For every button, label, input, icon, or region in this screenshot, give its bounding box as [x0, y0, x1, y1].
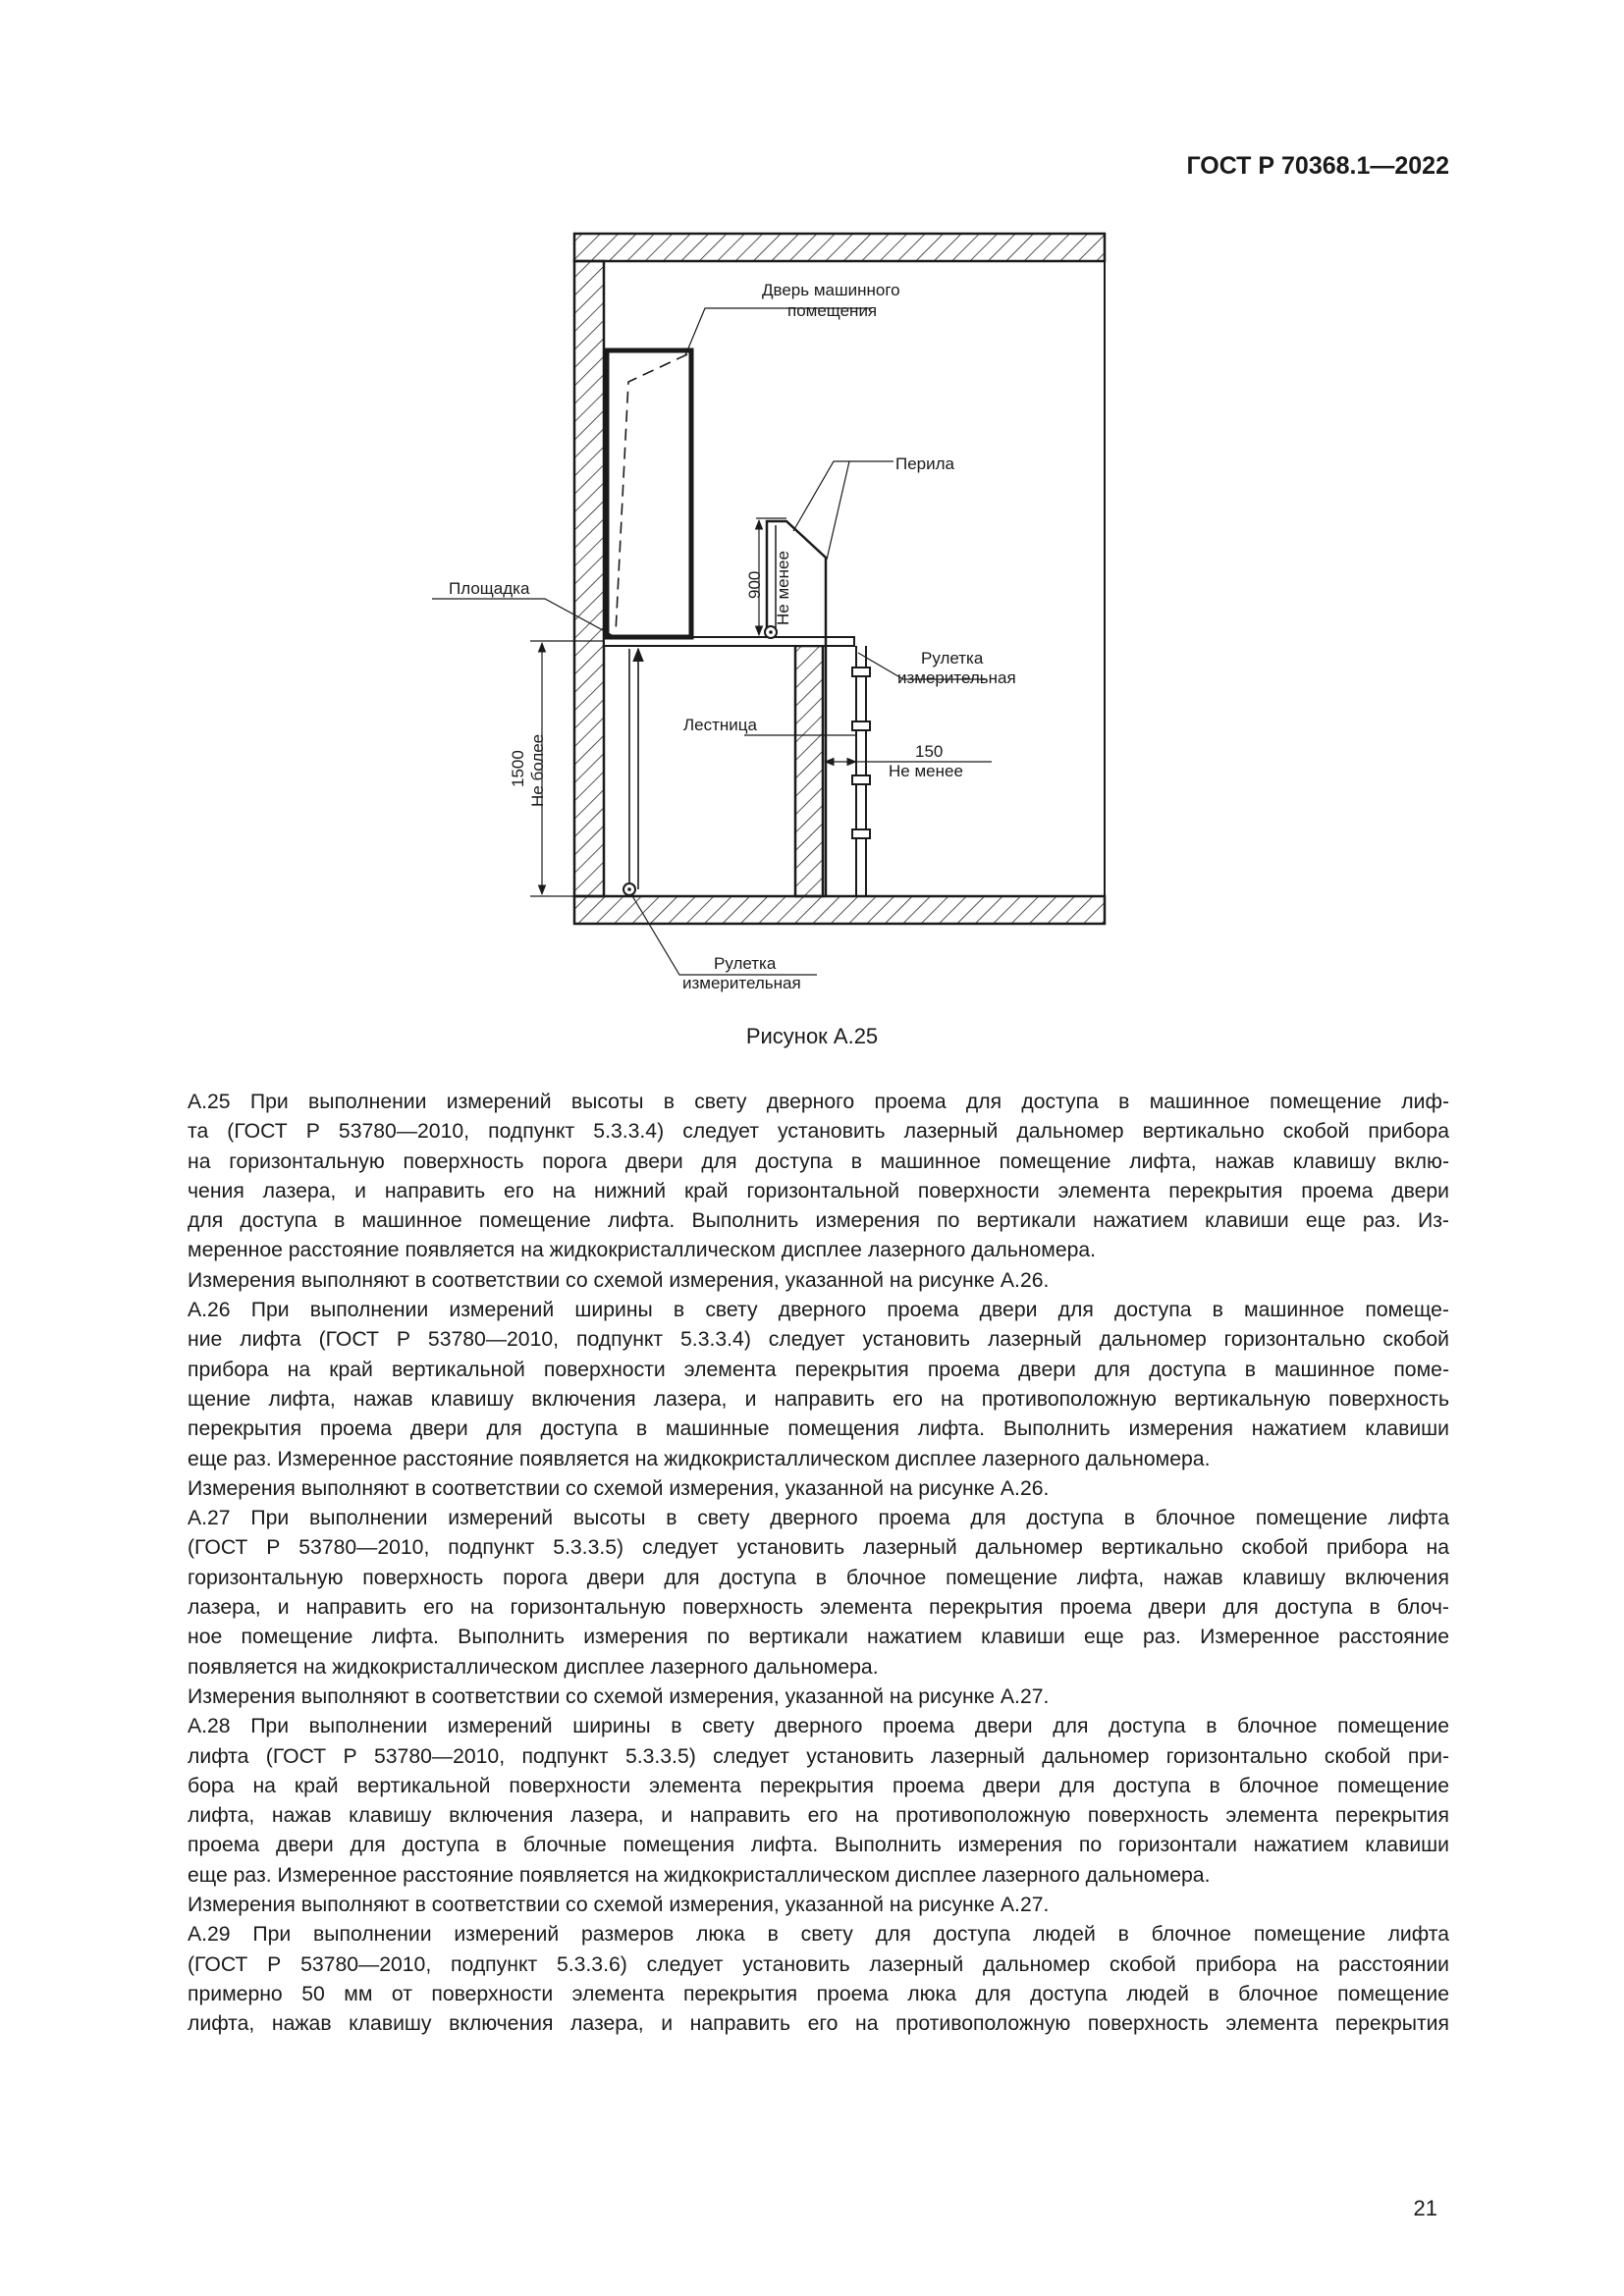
text-line: лифта, нажав клавишу включения лазера, и направить его на противоположную поверхность элемента перекрытия [188, 1804, 1449, 1828]
leader-railing [793, 461, 893, 531]
paragraph [117, 1504, 1449, 1682]
label-tape-top-line2: измерительная [897, 668, 1016, 687]
text-line: А.28 При выполнении измерений ширины в свету дверного проема двери для доступа в блочное помещение [188, 1715, 1449, 1738]
text-line: ние лифта (ГОСТ Р 53780—2010, подпункт 5.3.3.4) следует установить лазерный дальномер горизонтально скобой [188, 1328, 1449, 1352]
machine-room-door [607, 350, 691, 637]
text-line: А.27 При выполнении измерений высоты в свету дверного проема для доступа в блочное помещение лифта [188, 1507, 1449, 1530]
label-tape-bottom-line1: Рулетка [714, 954, 777, 973]
text-line: та (ГОСТ Р 53780—2010, подпункт 5.3.3.4) следует установить лазерный дальномер вертикально скобой прибора [188, 1120, 1449, 1144]
text-line: бора на край вертикальной поверхности элемента перекрытия проема двери для доступа в блочное помещение [188, 1774, 1449, 1797]
ladder-rung [852, 721, 870, 730]
label-tape-bottom-line2: измерительная [682, 974, 801, 992]
leader-railing-2 [827, 461, 849, 560]
text-line: А.29 При выполнении измерений размеров люка в свету для доступа людей в блочное помещение лифта [188, 1923, 1449, 1947]
paragraph [117, 1296, 1449, 1474]
label-dim-1500: 1500 [509, 750, 527, 787]
text-line: (ГОСТ Р 53780—2010, подпункт 5.3.3.6) следует установить лазерный дальномер скобой прибора на расстоянии [188, 1952, 1449, 1976]
text-line: лазера, и направить его на горизонтальную поверхность элемента перекрытия проема двери для доступа в блоч- [188, 1596, 1449, 1620]
paragraph [117, 1682, 1449, 1712]
text-line: лифта, нажав клавишу включения лазера, и направить его на противоположную поверхность элемента перекрытия [188, 2012, 1449, 2036]
text-line: Измерения выполняют в соответствии со схемой измерения, указанной на рисунке А.27. [188, 1684, 1050, 1708]
body-text [117, 1088, 1449, 2040]
label-ladder: Лестница [683, 716, 757, 734]
label-platform: Площадка [449, 579, 530, 598]
label-door-line2: помещения [787, 301, 878, 320]
ladder-rung [852, 829, 870, 838]
figure-a25 [432, 221, 1178, 996]
floor-slab [574, 896, 1105, 924]
text-line: перекрытия проема двери для доступа в машинные помещения лифта. Выполнить измерения нажатием клавиши [188, 1417, 1449, 1441]
text-line: на горизонтальную поверхность порога двери для доступа в машинное помещение лифта, нажав клавишу вклю- [188, 1149, 1449, 1173]
text-line: еще раз. Измеренное расстояние появляется на жидкокристаллическом дисплее лазерного дальномера. [188, 1447, 1211, 1470]
tape-measure-platform-dot [769, 630, 773, 634]
ladder-rung [852, 667, 870, 676]
label-tape-top-line1: Рулетка [921, 649, 984, 667]
text-line: (ГОСТ Р 53780—2010, подпункт 5.3.3.5) следует установить лазерный дальномер вертикально скобой прибора на [188, 1536, 1449, 1560]
text-line: горизонтальную поверхность порога двери для доступа в блочное помещение лифта, нажав клавишу включения [188, 1566, 1449, 1589]
text-line: появляется на жидкокристаллическом дисплее лазерного дальномера. [188, 1655, 879, 1679]
label-dim-150: 150 [915, 742, 944, 761]
ceiling-slab [574, 234, 1105, 261]
label-not-less-900: Не менее [774, 551, 792, 625]
left-wall [574, 261, 604, 896]
door-leaf-dashed [616, 354, 687, 633]
text-line: Измерения выполняют в соответствии со схемой измерения, указанной на рисунке А.26. [188, 1476, 1050, 1500]
paragraph [117, 1712, 1449, 1891]
text-line: Измерения выполняют в соответствии со схемой измерения, указанной на рисунке А.27. [188, 1894, 1050, 1917]
paragraph [117, 1266, 1449, 1296]
figure-a25-drawing [432, 221, 1178, 996]
ladder-column [795, 646, 823, 896]
text-line: прибора на край вертикальной поверхности элемента перекрытия проема двери для доступа в машинное поме- [188, 1358, 1449, 1381]
text-line: А.26 При выполнении измерений ширины в свету дверного проема двери для доступа в машинное помеще- [188, 1299, 1449, 1322]
text-line: щение лифта, нажав клавишу включения лазера, и направить его на противоположную вертикальную поверхность [188, 1387, 1449, 1411]
text-line: чения лазера, и направить его на нижний край горизонтальной поверхности элемента перекрытия проема двери [188, 1179, 1449, 1202]
paragraph [117, 1474, 1449, 1504]
text-line: меренное расстояние появляется на жидкокристаллическом дисплее лазерного дальномера. [188, 1239, 1097, 1262]
text-line: проема двери для доступа в блочные помещения лифта. Выполнить измерения по горизонтали нажатием клавиши [188, 1834, 1449, 1857]
label-not-less-150: Не менее [889, 762, 963, 780]
text-line: А.25 При выполнении измерений высоты в свету дверного проема для доступа в машинное помещение лиф- [188, 1091, 1449, 1113]
document-code-header: ГОСТ Р 70368.1—2022 [1186, 152, 1449, 180]
text-line: Измерения выполняют в соответствии со схемой измерения, указанной на рисунке А.26. [188, 1268, 1050, 1292]
paragraph [117, 1920, 1449, 2039]
text-line: лифта (ГОСТ Р 53780—2010, подпункт 5.3.3.5) следует установить лазерный дальномер горизонтально скобой при- [188, 1744, 1449, 1768]
text-line: ное помещение лифта. Выполнить измерения по вертикали нажатием клавиши еще раз. Измеренное расстояние [188, 1626, 1449, 1649]
page-number: 21 [1413, 2196, 1437, 2220]
paragraph [117, 1088, 1449, 1266]
label-door-line1: Дверь машинного [762, 281, 900, 299]
label-railing: Перила [895, 454, 954, 473]
tape-measure-floor-dot [627, 887, 631, 891]
text-line: для доступа в машинное помещение лифта. Выполнить измерения по вертикали нажатием клавиши еще раз. Из- [188, 1209, 1449, 1233]
figure-caption: Рисунок А.25 [745, 1024, 879, 1048]
text-line: еще раз. Измеренное расстояние появляется на жидкокристаллическом дисплее лазерного дальномера. [188, 1863, 1211, 1887]
label-not-more-1500: Не более [528, 733, 547, 807]
ladder-rung [852, 775, 870, 784]
paragraph [117, 1891, 1449, 1920]
label-dim-900: 900 [745, 570, 764, 599]
text-line: примерно 50 мм от поверхности элемента перекрытия проема люка для доступа людей в блочное помещение [188, 1982, 1449, 2005]
